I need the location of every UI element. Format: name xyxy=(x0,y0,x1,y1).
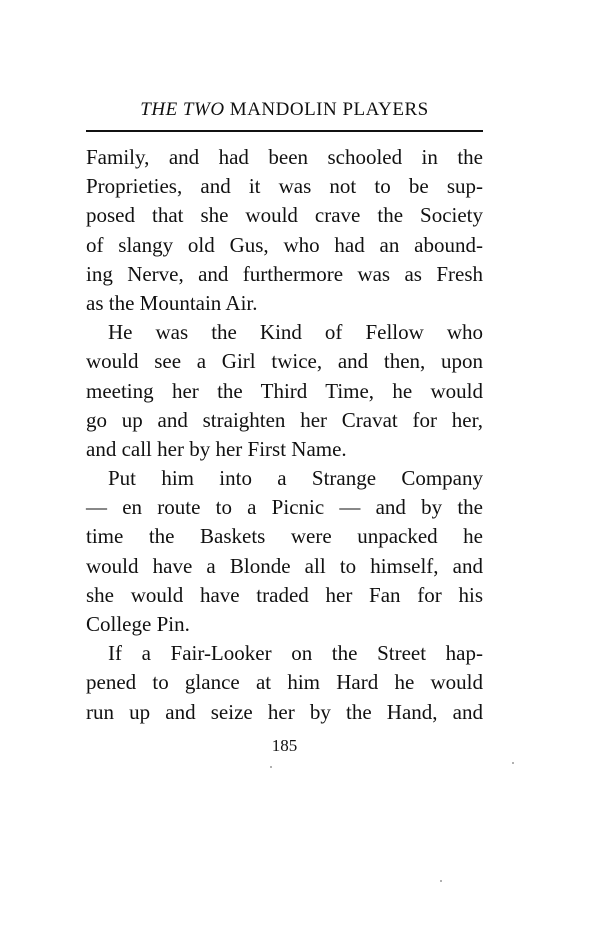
text-line: of slangy old Gus, who had an abound- xyxy=(86,232,483,257)
text-line: posed that she would crave the Society xyxy=(86,203,483,228)
text-line: she would have traded her Fan for his xyxy=(86,582,483,607)
text-line: Family, and had been schooled in the xyxy=(86,145,483,169)
text-line: He was the Kind of Fellow who xyxy=(108,320,483,345)
scan-speck xyxy=(512,762,514,764)
page-number: 185 xyxy=(271,736,298,755)
text-line: would have a Blonde all to himself, and xyxy=(86,553,483,578)
text-line: as the Mountain Air. xyxy=(86,290,258,315)
text-line: go up and straighten her Cravat for her, xyxy=(86,407,483,432)
text-line: College Pin. xyxy=(86,612,190,636)
text-line: Put him into a Strange Company xyxy=(108,466,483,491)
scan-speck xyxy=(440,880,442,882)
scan-speck xyxy=(270,766,272,768)
text-line: would see a Girl twice, and then, upon xyxy=(86,349,483,374)
header-rule xyxy=(86,130,483,132)
text-line: pened to glance at him Hard he would xyxy=(86,670,483,695)
running-head xyxy=(86,99,483,123)
text-line: meeting her the Third Time, he would xyxy=(86,378,483,403)
text-line: and call her by her First Name. xyxy=(86,436,347,461)
text-line: Proprieties, and it was not to be sup- xyxy=(86,174,483,199)
text-line: — en route to a Picnic — and by the xyxy=(86,495,483,520)
running-head-italic: THE TWO xyxy=(140,99,225,120)
text-line: If a Fair-Looker on the Street hap- xyxy=(108,641,483,666)
text-line: run up and seize her by the Hand, and xyxy=(86,699,483,724)
text-line: time the Baskets were unpacked he xyxy=(86,524,483,549)
body-text xyxy=(86,143,483,727)
running-head-title: MANDOLIN PLAYERS xyxy=(229,99,429,120)
text-line: ing Nerve, and furthermore was as Fresh xyxy=(86,261,483,286)
